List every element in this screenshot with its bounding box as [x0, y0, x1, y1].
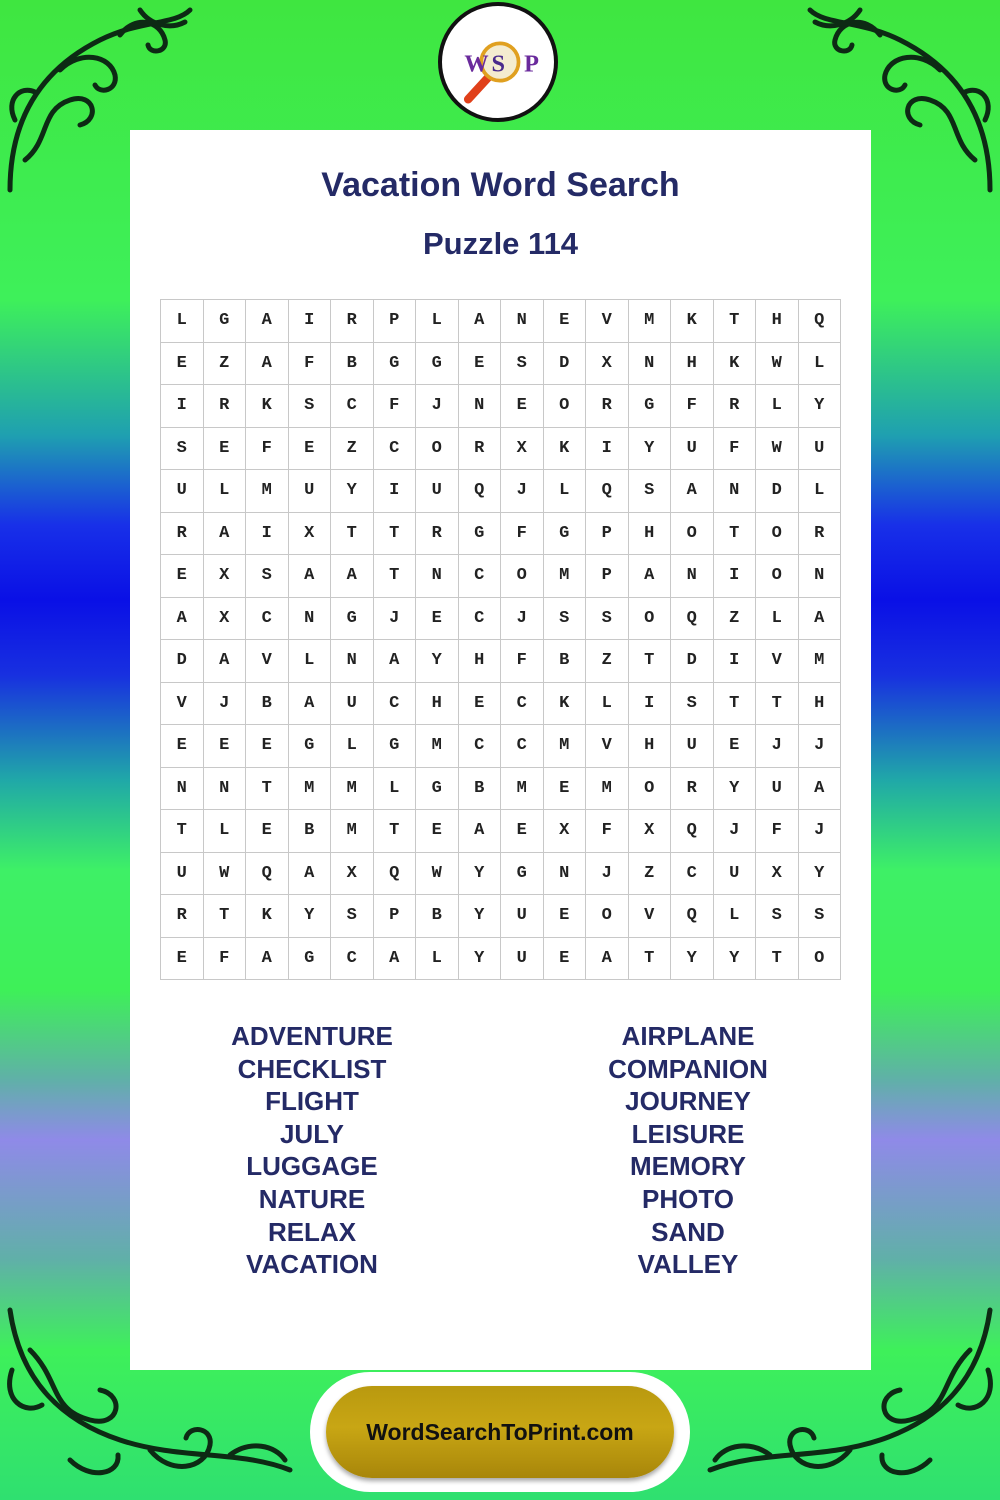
grid-cell[interactable]: S — [246, 555, 289, 598]
logo-letter-p: P — [524, 50, 539, 78]
grid-cell[interactable]: N — [671, 555, 714, 598]
grid-cell[interactable]: L — [416, 938, 459, 981]
grid-cell[interactable]: B — [331, 343, 374, 386]
grid-cell[interactable]: B — [459, 768, 502, 811]
grid-cell[interactable]: Y — [331, 470, 374, 513]
grid-cell[interactable]: A — [799, 598, 842, 641]
grid-cell[interactable]: M — [416, 725, 459, 768]
grid-cell[interactable]: S — [501, 343, 544, 386]
grid-cell[interactable]: G — [289, 725, 332, 768]
grid-cell[interactable]: A — [459, 810, 502, 853]
grid-cell[interactable]: S — [161, 428, 204, 471]
grid-cell[interactable]: L — [714, 895, 757, 938]
grid-cell[interactable]: S — [671, 683, 714, 726]
grid-cell[interactable]: H — [629, 513, 672, 556]
grid-cell[interactable]: M — [586, 768, 629, 811]
grid-cell[interactable]: T — [756, 938, 799, 981]
grid-cell[interactable]: T — [714, 513, 757, 556]
grid-cell[interactable]: T — [714, 300, 757, 343]
grid-cell[interactable]: T — [629, 640, 672, 683]
grid-cell[interactable]: O — [756, 513, 799, 556]
grid-cell[interactable]: B — [416, 895, 459, 938]
page-title: Vacation Word Search — [321, 166, 680, 204]
grid-cell[interactable]: Y — [459, 853, 502, 896]
grid-cell[interactable]: M — [246, 470, 289, 513]
grid-cell[interactable]: A — [289, 853, 332, 896]
grid-cell[interactable]: L — [756, 385, 799, 428]
grid-cell[interactable]: F — [374, 385, 417, 428]
grid-cell[interactable]: F — [204, 938, 247, 981]
grid-cell[interactable]: N — [416, 555, 459, 598]
grid-cell[interactable]: U — [799, 428, 842, 471]
word-list-item: PHOTO — [642, 1183, 734, 1214]
grid-cell[interactable]: S — [586, 598, 629, 641]
grid-cell[interactable]: T — [331, 513, 374, 556]
grid-cell[interactable]: J — [799, 725, 842, 768]
grid-cell[interactable]: U — [501, 938, 544, 981]
grid-cell[interactable]: Q — [246, 853, 289, 896]
word-list-item: ADVENTURE — [231, 1021, 393, 1051]
grid-cell[interactable]: U — [756, 768, 799, 811]
grid-cell[interactable]: O — [416, 428, 459, 471]
grid-cell[interactable]: Q — [586, 470, 629, 513]
grid-cell[interactable]: L — [204, 470, 247, 513]
grid-cell[interactable]: F — [501, 513, 544, 556]
grid-cell[interactable]: L — [544, 470, 587, 513]
grid-cell[interactable]: N — [544, 853, 587, 896]
grid-cell[interactable]: T — [714, 683, 757, 726]
grid-cell[interactable]: U — [671, 428, 714, 471]
grid-cell[interactable]: Y — [671, 938, 714, 981]
letter-grid[interactable] — [160, 299, 841, 980]
grid-cell[interactable]: C — [459, 555, 502, 598]
grid-cell[interactable]: B — [544, 640, 587, 683]
grid-cell[interactable]: G — [204, 300, 247, 343]
grid-cell[interactable]: Y — [289, 895, 332, 938]
grid-cell[interactable]: U — [161, 470, 204, 513]
grid-cell[interactable]: H — [416, 683, 459, 726]
grid-cell[interactable]: Z — [586, 640, 629, 683]
word-list-item: COMPANION — [608, 1053, 768, 1084]
grid-cell[interactable]: S — [799, 895, 842, 938]
word-list-left — [202, 1020, 422, 1281]
grid-cell[interactable]: T — [204, 895, 247, 938]
grid-cell[interactable]: J — [586, 853, 629, 896]
grid-cell[interactable]: U — [501, 895, 544, 938]
word-list-right — [578, 1020, 798, 1281]
grid-cell[interactable]: Y — [799, 853, 842, 896]
grid-cell[interactable]: C — [459, 598, 502, 641]
grid-cell[interactable]: V — [586, 725, 629, 768]
grid-cell[interactable]: P — [586, 555, 629, 598]
grid-cell[interactable]: N — [161, 768, 204, 811]
grid-cell[interactable]: C — [246, 598, 289, 641]
grid-cell[interactable]: T — [756, 683, 799, 726]
grid-cell[interactable]: K — [544, 683, 587, 726]
grid-cell[interactable]: M — [544, 725, 587, 768]
grid-cell[interactable]: L — [586, 683, 629, 726]
grid-cell[interactable]: F — [756, 810, 799, 853]
grid-cell[interactable]: Z — [714, 598, 757, 641]
grid-cell[interactable]: I — [586, 428, 629, 471]
grid-cell[interactable]: I — [246, 513, 289, 556]
grid-cell[interactable]: M — [331, 768, 374, 811]
grid-cell[interactable]: A — [204, 640, 247, 683]
grid-cell[interactable]: G — [374, 343, 417, 386]
grid-cell[interactable]: M — [501, 768, 544, 811]
grid-cell[interactable]: K — [671, 300, 714, 343]
grid-cell[interactable]: L — [799, 343, 842, 386]
grid-cell[interactable]: Q — [374, 853, 417, 896]
logo-letter-s: S — [491, 50, 505, 78]
grid-cell[interactable]: S — [289, 385, 332, 428]
grid-cell[interactable]: C — [501, 683, 544, 726]
grid-cell[interactable]: C — [671, 853, 714, 896]
grid-cell[interactable]: U — [416, 470, 459, 513]
grid-cell[interactable]: Y — [416, 640, 459, 683]
grid-cell[interactable]: L — [161, 300, 204, 343]
grid-cell[interactable]: V — [586, 300, 629, 343]
grid-cell[interactable]: G — [501, 853, 544, 896]
grid-cell[interactable]: E — [246, 810, 289, 853]
grid-cell[interactable]: Q — [671, 598, 714, 641]
grid-cell[interactable]: J — [501, 598, 544, 641]
grid-cell[interactable]: R — [161, 895, 204, 938]
grid-cell[interactable]: A — [204, 513, 247, 556]
grid-cell[interactable]: U — [161, 853, 204, 896]
grid-cell[interactable]: Q — [671, 810, 714, 853]
grid-cell[interactable]: Y — [799, 385, 842, 428]
grid-cell[interactable]: A — [629, 555, 672, 598]
grid-cell[interactable]: M — [799, 640, 842, 683]
word-list-item: MEMORY — [629, 1151, 747, 1182]
grid-cell[interactable]: J — [799, 810, 842, 853]
grid-cell[interactable]: K — [544, 428, 587, 471]
grid-cell[interactable]: N — [501, 300, 544, 343]
grid-cell[interactable]: I — [714, 640, 757, 683]
grid-cell[interactable]: L — [799, 470, 842, 513]
word-list-item: JOURNEY — [625, 1086, 751, 1117]
grid-cell[interactable]: C — [331, 385, 374, 428]
word-list-item: VALLEY — [637, 1249, 739, 1280]
magnifier-logo-icon — [442, 6, 554, 118]
grid-cell[interactable]: C — [459, 725, 502, 768]
grid-cell[interactable]: T — [374, 513, 417, 556]
grid-cell[interactable]: X — [204, 555, 247, 598]
word-list-item: FLIGHT — [265, 1086, 359, 1117]
grid-cell[interactable]: Z — [204, 343, 247, 386]
grid-cell[interactable]: N — [331, 640, 374, 683]
grid-cell[interactable]: O — [629, 598, 672, 641]
grid-cell[interactable]: X — [501, 428, 544, 471]
grid-cell[interactable]: E — [161, 938, 204, 981]
grid-cell[interactable]: S — [331, 895, 374, 938]
grid-cell[interactable]: L — [756, 598, 799, 641]
grid-cell[interactable]: A — [459, 300, 502, 343]
grid-cell[interactable]: X — [331, 853, 374, 896]
grid-cell[interactable]: K — [714, 343, 757, 386]
grid-cell[interactable]: S — [544, 598, 587, 641]
grid-cell[interactable]: A — [246, 938, 289, 981]
grid-cell[interactable]: E — [204, 428, 247, 471]
grid-cell[interactable]: G — [459, 513, 502, 556]
grid-cell[interactable]: F — [246, 428, 289, 471]
grid-cell[interactable]: S — [756, 895, 799, 938]
grid-cell[interactable]: I — [714, 555, 757, 598]
grid-cell[interactable]: G — [416, 343, 459, 386]
grid-cell[interactable]: T — [161, 810, 204, 853]
grid-cell[interactable]: F — [501, 640, 544, 683]
grid-cell[interactable]: P — [586, 513, 629, 556]
grid-cell[interactable]: E — [544, 895, 587, 938]
grid-cell[interactable]: E — [161, 725, 204, 768]
grid-cell[interactable]: V — [629, 895, 672, 938]
grid-cell[interactable]: W — [756, 343, 799, 386]
grid-cell[interactable]: X — [544, 810, 587, 853]
footer-site-button[interactable] — [326, 1386, 674, 1478]
grid-cell[interactable]: G — [374, 725, 417, 768]
grid-cell[interactable]: E — [161, 555, 204, 598]
footer-site-label: WordSearchToPrint.com — [366, 1418, 634, 1445]
grid-cell[interactable]: G — [331, 598, 374, 641]
grid-cell[interactable]: A — [331, 555, 374, 598]
grid-cell[interactable]: T — [629, 938, 672, 981]
grid-cell[interactable]: F — [671, 385, 714, 428]
grid-cell[interactable]: G — [544, 513, 587, 556]
grid-cell[interactable]: E — [416, 810, 459, 853]
grid-cell[interactable]: E — [501, 810, 544, 853]
grid-cell[interactable]: J — [501, 470, 544, 513]
grid-cell[interactable]: G — [629, 385, 672, 428]
grid-cell[interactable]: O — [629, 768, 672, 811]
grid-cell[interactable]: I — [161, 385, 204, 428]
wsp-logo[interactable] — [438, 2, 558, 122]
grid-cell[interactable]: O — [671, 513, 714, 556]
grid-cell[interactable]: X — [289, 513, 332, 556]
word-list-item: VACATION — [246, 1249, 378, 1280]
grid-cell[interactable]: R — [671, 768, 714, 811]
grid-cell[interactable]: E — [246, 725, 289, 768]
grid-cell[interactable]: S — [629, 470, 672, 513]
grid-cell[interactable]: N — [459, 385, 502, 428]
grid-cell[interactable]: Y — [714, 768, 757, 811]
grid-cell[interactable]: I — [629, 683, 672, 726]
grid-cell[interactable]: E — [416, 598, 459, 641]
grid-cell[interactable]: J — [714, 810, 757, 853]
grid-cell[interactable]: O — [544, 385, 587, 428]
grid-cell[interactable]: D — [544, 343, 587, 386]
grid-cell[interactable]: A — [289, 555, 332, 598]
grid-cell[interactable]: T — [374, 555, 417, 598]
grid-cell[interactable]: R — [161, 513, 204, 556]
grid-cell[interactable]: R — [799, 513, 842, 556]
grid-cell[interactable]: V — [161, 683, 204, 726]
grid-cell[interactable]: P — [374, 300, 417, 343]
grid-cell[interactable]: V — [246, 640, 289, 683]
grid-cell[interactable]: K — [246, 895, 289, 938]
grid-cell[interactable]: I — [289, 300, 332, 343]
grid-cell[interactable]: E — [501, 385, 544, 428]
grid-cell[interactable]: V — [756, 640, 799, 683]
grid-cell[interactable]: I — [374, 470, 417, 513]
grid-cell[interactable]: Z — [629, 853, 672, 896]
grid-cell[interactable]: C — [501, 725, 544, 768]
grid-cell[interactable]: A — [289, 683, 332, 726]
grid-cell[interactable]: X — [204, 598, 247, 641]
puzzle-number: Puzzle 114 — [422, 226, 579, 261]
grid-cell[interactable]: X — [586, 343, 629, 386]
grid-cell[interactable]: H — [756, 300, 799, 343]
grid-cell[interactable]: F — [289, 343, 332, 386]
grid-cell[interactable]: H — [671, 343, 714, 386]
grid-cell[interactable]: R — [331, 300, 374, 343]
grid-cell[interactable]: H — [799, 683, 842, 726]
grid-cell[interactable]: U — [714, 853, 757, 896]
grid-cell[interactable]: L — [331, 725, 374, 768]
grid-cell[interactable]: A — [161, 598, 204, 641]
grid-cell[interactable]: E — [714, 725, 757, 768]
grid-cell[interactable]: W — [416, 853, 459, 896]
grid-cell[interactable]: G — [289, 938, 332, 981]
grid-cell[interactable]: Y — [629, 428, 672, 471]
grid-cell[interactable]: B — [289, 810, 332, 853]
grid-cell[interactable]: D — [161, 640, 204, 683]
grid-cell[interactable]: J — [374, 598, 417, 641]
grid-cell[interactable]: R — [204, 385, 247, 428]
grid-cell[interactable]: G — [416, 768, 459, 811]
grid-cell[interactable]: E — [544, 938, 587, 981]
grid-cell[interactable]: M — [544, 555, 587, 598]
grid-cell[interactable]: L — [204, 810, 247, 853]
word-list-item: AIRPLANE — [621, 1021, 755, 1051]
grid-cell[interactable]: W — [204, 853, 247, 896]
grid-cell[interactable]: A — [799, 768, 842, 811]
grid-cell[interactable]: C — [331, 938, 374, 981]
grid-cell[interactable]: E — [289, 428, 332, 471]
grid-cell[interactable]: T — [246, 768, 289, 811]
word-list-item: CHECKLIST — [237, 1053, 387, 1084]
grid-cell[interactable]: N — [629, 343, 672, 386]
grid-cell[interactable]: H — [629, 725, 672, 768]
grid-cell[interactable]: F — [586, 810, 629, 853]
grid-cell[interactable]: J — [416, 385, 459, 428]
grid-cell[interactable]: T — [374, 810, 417, 853]
grid-cell[interactable]: Y — [459, 895, 502, 938]
grid-cell[interactable]: C — [374, 428, 417, 471]
grid-cell[interactable]: A — [246, 343, 289, 386]
word-list-item: LEISURE — [631, 1118, 745, 1149]
grid-cell[interactable]: N — [289, 598, 332, 641]
grid-cell[interactable]: Q — [671, 895, 714, 938]
grid-cell[interactable]: Y — [459, 938, 502, 981]
grid-cell[interactable]: U — [331, 683, 374, 726]
grid-cell[interactable]: E — [459, 683, 502, 726]
grid-cell[interactable]: N — [799, 555, 842, 598]
grid-cell[interactable]: M — [289, 768, 332, 811]
grid-cell[interactable]: O — [586, 895, 629, 938]
grid-cell[interactable]: E — [459, 343, 502, 386]
grid-cell[interactable]: J — [204, 683, 247, 726]
grid-cell[interactable]: W — [756, 428, 799, 471]
logo-letter-w: W — [464, 50, 489, 78]
grid-cell[interactable]: J — [756, 725, 799, 768]
grid-cell[interactable]: A — [374, 938, 417, 981]
grid-cell[interactable]: R — [416, 513, 459, 556]
word-list-item: JULY — [279, 1118, 345, 1149]
grid-cell[interactable]: E — [544, 768, 587, 811]
grid-cell[interactable]: M — [331, 810, 374, 853]
grid-cell[interactable]: E — [544, 300, 587, 343]
grid-cell[interactable]: L — [374, 768, 417, 811]
word-list-item: RELAX — [267, 1216, 357, 1247]
grid-cell[interactable]: Q — [459, 470, 502, 513]
grid-cell[interactable]: F — [714, 428, 757, 471]
word-list-item: LUGGAGE — [246, 1151, 378, 1182]
grid-cell[interactable]: R — [586, 385, 629, 428]
grid-cell[interactable]: Q — [799, 300, 842, 343]
grid-cell[interactable]: E — [161, 343, 204, 386]
word-list-item: SAND — [651, 1216, 725, 1247]
grid-cell[interactable]: X — [756, 853, 799, 896]
grid-cell[interactable]: K — [246, 385, 289, 428]
grid-cell[interactable]: P — [374, 895, 417, 938]
grid-cell[interactable]: A — [586, 938, 629, 981]
grid-cell[interactable]: X — [629, 810, 672, 853]
grid-cell[interactable]: E — [204, 725, 247, 768]
grid-cell[interactable]: D — [671, 640, 714, 683]
grid-cell[interactable]: C — [374, 683, 417, 726]
word-list-item: NATURE — [258, 1183, 366, 1214]
puzzle-card — [130, 130, 871, 1370]
grid-cell[interactable]: L — [289, 640, 332, 683]
grid-cell[interactable]: H — [459, 640, 502, 683]
grid-cell[interactable]: Z — [331, 428, 374, 471]
grid-cell[interactable]: U — [671, 725, 714, 768]
grid-cell[interactable]: M — [629, 300, 672, 343]
grid-cell[interactable]: O — [799, 938, 842, 981]
grid-cell[interactable]: N — [714, 470, 757, 513]
grid-cell[interactable]: L — [416, 300, 459, 343]
grid-cell[interactable]: Y — [714, 938, 757, 981]
grid-cell[interactable]: O — [501, 555, 544, 598]
grid-cell[interactable]: O — [756, 555, 799, 598]
grid-cell[interactable]: U — [289, 470, 332, 513]
grid-cell[interactable]: A — [374, 640, 417, 683]
grid-cell[interactable]: R — [459, 428, 502, 471]
grid-cell[interactable]: A — [671, 470, 714, 513]
grid-cell[interactable]: N — [204, 768, 247, 811]
grid-cell[interactable]: D — [756, 470, 799, 513]
grid-cell[interactable]: B — [246, 683, 289, 726]
grid-cell[interactable]: A — [246, 300, 289, 343]
grid-cell[interactable]: R — [714, 385, 757, 428]
